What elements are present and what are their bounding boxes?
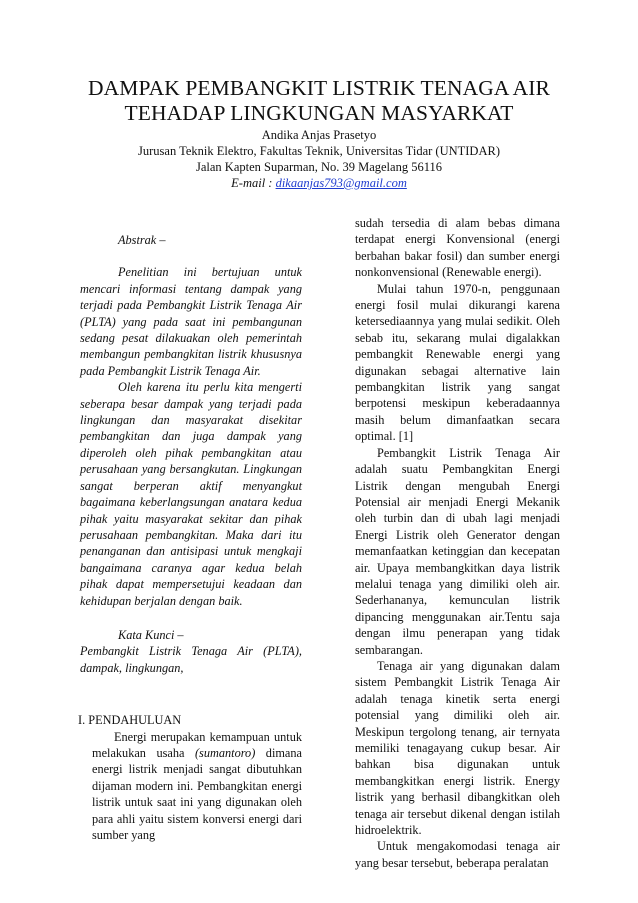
right-paragraph-2: Pembangkit Listrik Tenaga Air adalah suatu Pembangkitan Energi Listrik dengan mengubah Energi Potensial air menjadi Energi Mekanik oleh turbin dan di ubah lagi menjadi Energi Listrik oleh Generator dengan memanfaatkan ketinggian dan kecepatan air. Upaya membangkitkan daya listrik melalui tenaga yang dimiliki oleh air. Sederhananya, kemunculan listrik dipancing menggunakan air.Tentu saja dengan ilmu penerapan yang tidak sembarangan. xyxy=(355,445,560,657)
affiliation-line-1: Jurusan Teknik Elektro, Fakultas Teknik, Universitas Tidar (UNTIDAR) xyxy=(138,144,500,158)
abstract-paragraph-1: Penelitian ini bertujuan untuk mencari informasi tentang dampak yang terjadi pada Pembangkit Listrik Tenaga Air (PLTA) yang pada saat ini pembangunan sedang pesat dilakuakan oleh pemerintah membangun pembangkitan listrik khususnya pada Pembangkit Listrik Tenaga Air. xyxy=(80,265,302,378)
intro-citation: (sumantoro) xyxy=(194,745,256,760)
right-paragraph-4: Untuk mengakomodasi tenaga air yang besar tersebut, beberapa peralatan xyxy=(355,839,560,870)
right-paragraph-3: Tenaga air yang digunakan dalam sistem Pembangkit Listrik Tenaga Air adalah tenaga kinetik serta energi potensial yang dimiliki oleh air. Meskipun tergolong tenang, air ternyata memiliki tenagayang cukup besar. Air bahkan bisa digunakan untuk membangkitkan energi listrik. Energy listrik yang berhasil dibangkitkan oleh tenaga air tersebut dikenal dengan istilah hidroelektrik. xyxy=(355,658,560,838)
title-line-1: DAMPAK PEMBANGKIT LISTRIK TENAGA AIR xyxy=(88,76,550,100)
affiliation-line-2: Jalan Kapten Suparman, No. 39 Magelang 56116 xyxy=(195,160,442,174)
right-paragraph-0: sudah tersedia di alam bebas dimana terdapat energi Konvensional (energi berbahan bakar fosil) dan sumber energi nonkonvensional (Renewable energi). xyxy=(355,216,560,280)
abstract-heading: Abstrak – xyxy=(118,233,166,247)
right-column xyxy=(355,215,560,871)
keywords-text: Pembangkit Listrik Tenaga Air (PLTA), dampak, lingkungan, xyxy=(80,644,302,675)
section-introduction xyxy=(78,712,302,843)
paper-title xyxy=(40,76,598,126)
keywords xyxy=(80,627,302,676)
email-link[interactable]: dikaanjas793@gmail.com xyxy=(275,176,407,190)
intro-text-b: dimana energi listrik menjadi sangat dibutuhkan dijaman modern ini. Pembangkitan energi listrik untuk saat ini yang digunakan oleh para ahli yaitu sistem konversi energi dari sumber yang xyxy=(92,745,302,842)
affiliation xyxy=(40,143,598,191)
email-line xyxy=(40,175,598,191)
title-line-2: TEHADAP LINGKUNGAN MASYARKAT xyxy=(124,101,514,125)
author-name: Andika Anjas Prasetyo xyxy=(261,128,377,142)
email-label: E-mail : xyxy=(231,176,276,190)
keywords-heading: Kata Kunci – xyxy=(118,627,184,642)
section-heading: I. PENDAHULUAN xyxy=(78,713,182,728)
right-paragraph-1: Mulai tahun 1970-n, penggunaan energi fosil mulai dikurangi karena ketersediaannya yang mulai sedikit. Oleh sebab itu, sekarang mulai digalakkan pembangkit Renewable energi yang digunakan sebagai alternative lain pembangkitan listrik yang sangat berpotensi meskipun keberadaannya masih belum dimanfaatkan secara optimal. [1] xyxy=(355,281,560,444)
abstract xyxy=(80,232,302,609)
intro-text-a: Energi merupakan kemampuan untuk melakukan usaha xyxy=(92,729,302,760)
abstract-paragraph-2: Oleh karena itu perlu kita mengerti seberapa besar dampak yang terjadi pada lingkungan dan masyarakat disekitar pembangkitan dan juga dampak yang diperoleh oleh pihak pembangkitan atau perusahaan yang bersangkutan. Lingkungan sangat berperan aktif menyangkut bagaimana keberlangsungan anatara kedua pihak yaitu masyarakat sekitar dan pihak perusahaan pembangkitan. Maka dari itu penanganan dan antisipasi untuk mengkaji bangaimana caranya agar kedua belah pihak dapat mempersetujui keadaan dan kehidupan berjalan dengan baik. xyxy=(80,380,302,608)
left-column xyxy=(80,232,302,843)
introduction-paragraph-1 xyxy=(92,729,302,844)
